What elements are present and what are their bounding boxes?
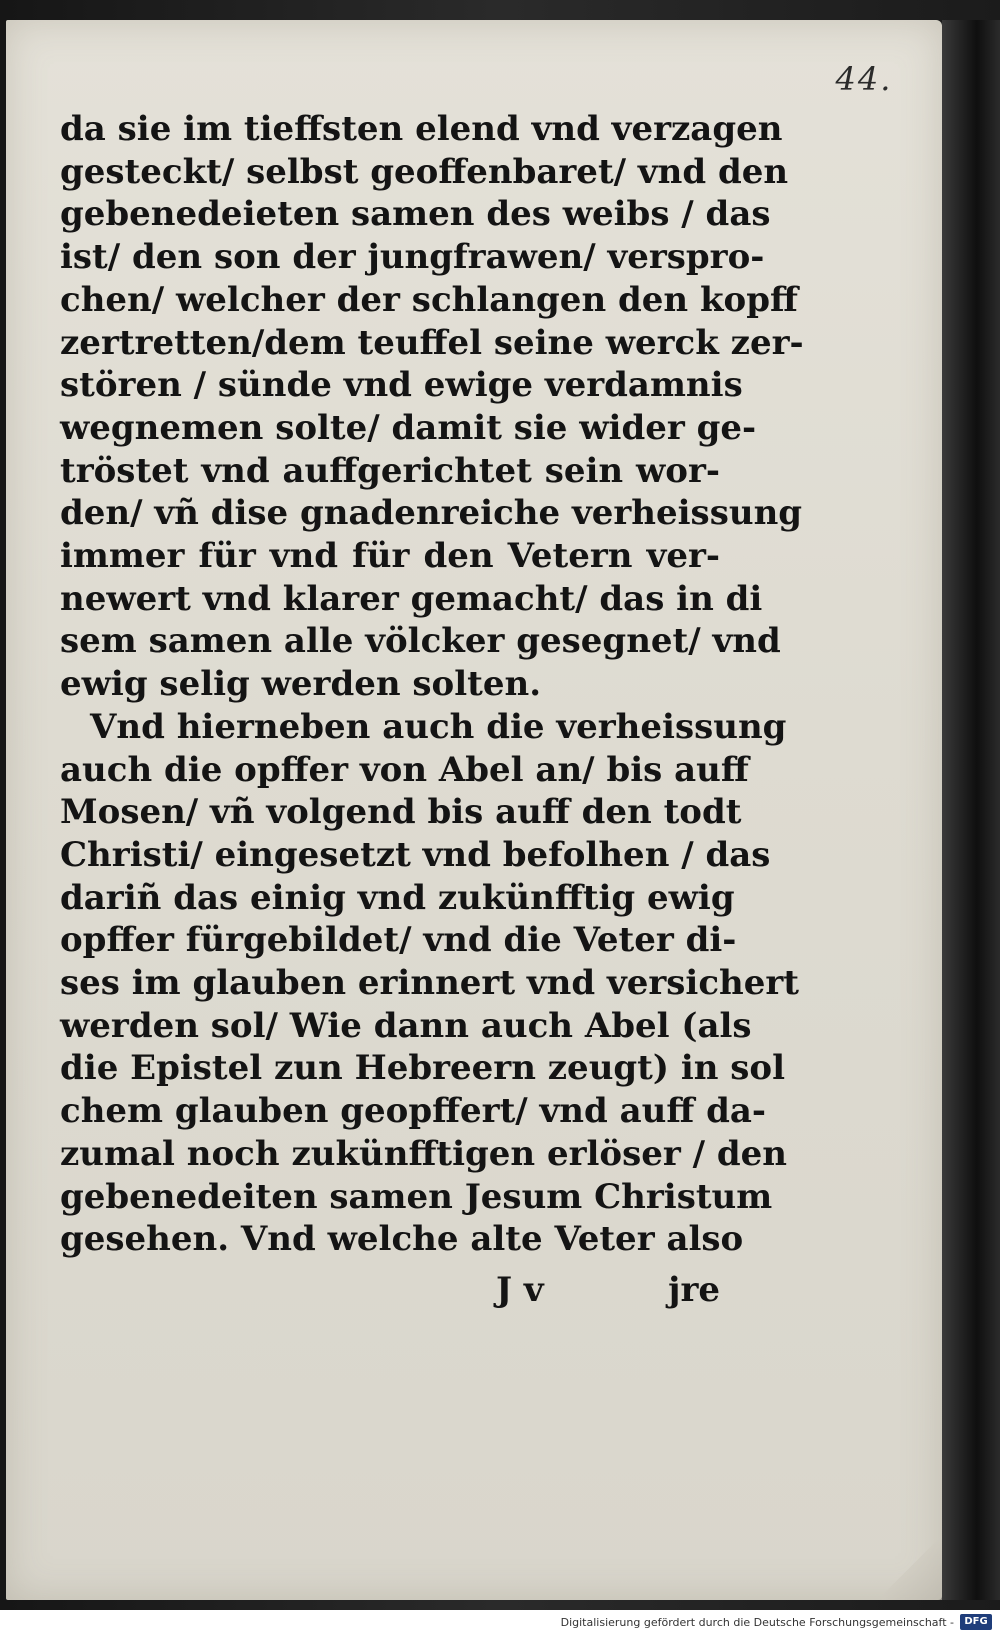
dfg-logo: DFG [960,1614,992,1630]
folio-number: 44. [835,60,893,98]
text-line: Vnd hierneben auch die verheissung [90,706,787,747]
text-line: Christi/ eingesetzt vnd befolhen / das [60,834,771,875]
footer-bar [0,1610,1000,1637]
text-line: zumal noch zukünfftigen erlöser / den [60,1133,787,1174]
text-line: werden sol/ Wie dann auch Abel (als [60,1005,752,1046]
body-text [60,108,804,1261]
book-spine [942,20,1000,1600]
signature-mark: J v [496,1270,544,1310]
text-line: stören / sünde vnd ewige verdamnis [60,365,743,406]
text-line: wegnemen solte/ damit sie wider ge- [60,407,757,448]
text-line: dariñ das einig vnd zukünfftig ewig [60,877,735,918]
text-line: zertretten/dem teuffel seine werck zer- [60,322,804,363]
text-line: chem glauben geopffert/ vnd auff da- [60,1091,767,1132]
signature-line [60,1270,720,1312]
text-line: ses im glauben erinnert vnd versichert [60,963,799,1004]
text-line: tröstet vnd auffgerichtet sein wor- [60,450,720,491]
text-line: ist/ den son der jungfrawen/ verspro- [60,237,765,278]
text-line: gesehen. Vnd welche alte Veter also [60,1219,744,1260]
text-line: immer für vnd für den Vetern ver- [60,536,720,577]
text-line: gebenedeieten samen des weibs / das [60,194,771,235]
text-line: ewig selig werden solten. [60,664,542,705]
text-line: die Epistel zun Hebreern zeugt) in sol [60,1048,786,1089]
text-line: da sie im tieffsten elend vnd verzagen [60,109,783,149]
text-line: newert vnd klarer gemacht/ das in di [60,578,763,619]
text-line: chen/ welcher der schlangen den kopff [60,279,798,320]
text-line: Mosen/ vñ volgend bis auff den todt [60,792,742,833]
footer-credit: Digitalisierung gefördert durch die Deutsche Forschungsgemeinschaft - [560,1616,954,1629]
text-line: auch die opffer von Abel an/ bis auff [60,749,749,790]
text-line: gebenedeiten samen Jesum Christum [60,1176,773,1217]
text-line: den/ vñ dise gnadenreiche verheissung [60,493,803,534]
text-line: sem samen alle völcker gesegnet/ vnd [60,621,781,662]
text-line: gesteckt/ selbst geoffenbaret/ vnd den [60,151,789,192]
catchword: jre [668,1270,720,1310]
text-line: opffer fürgebildet/ vnd die Veter di- [60,920,737,961]
